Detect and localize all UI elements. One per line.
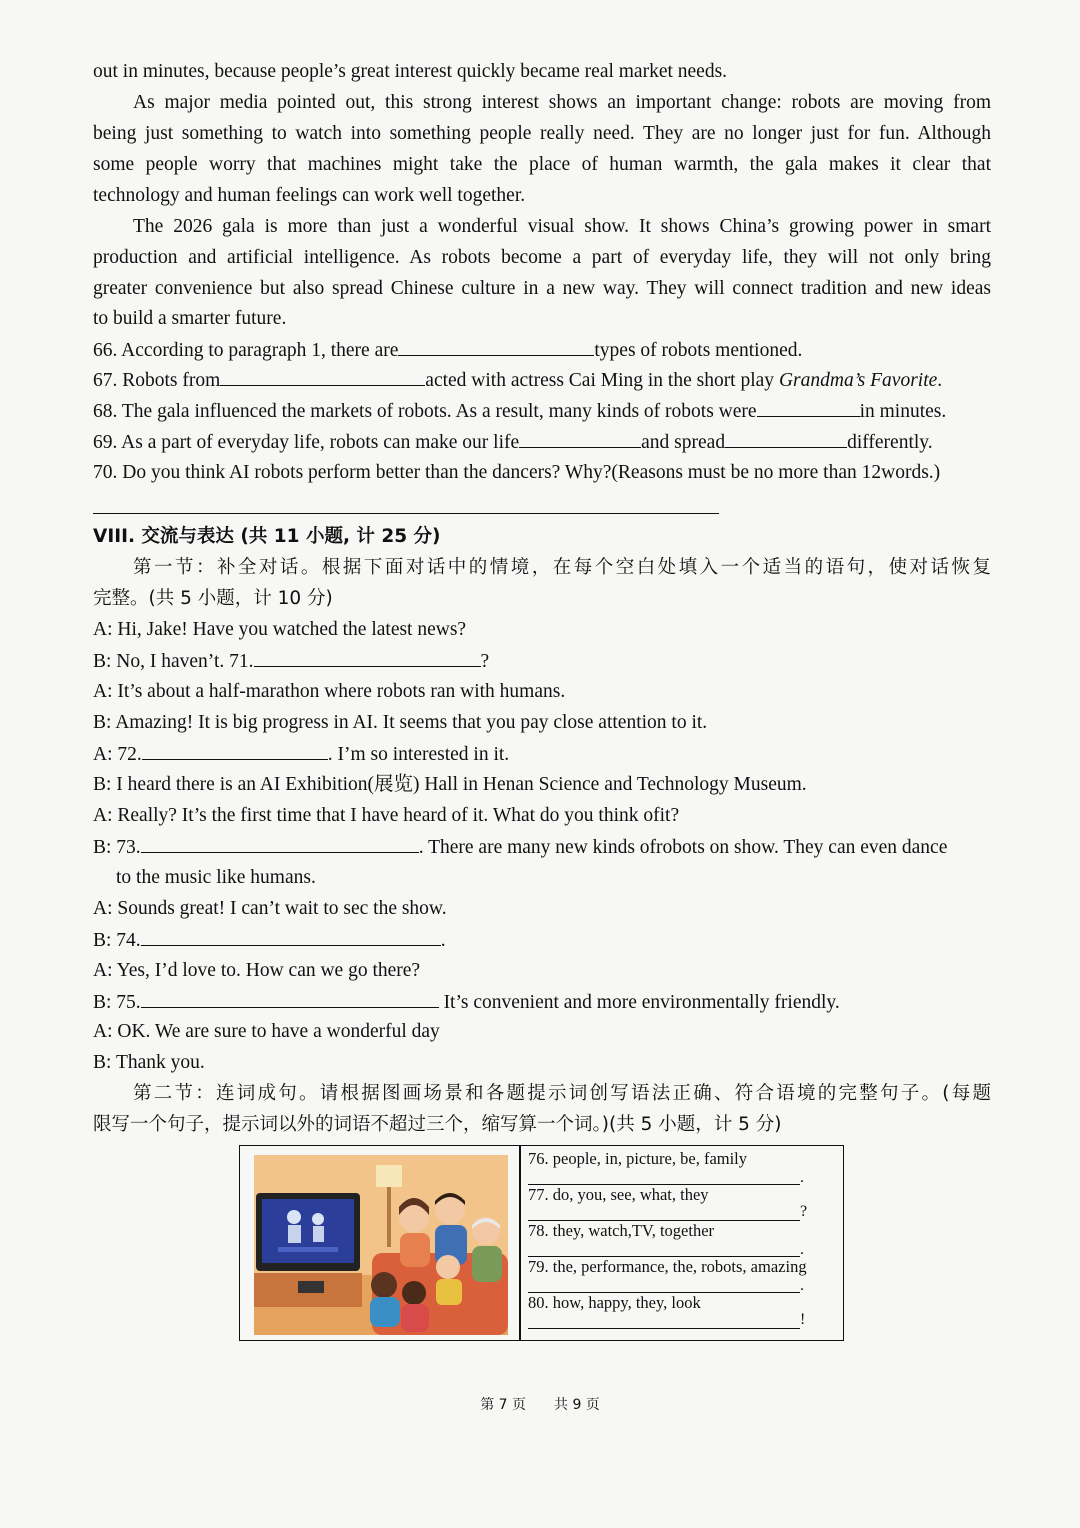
answer-blank-69a[interactable]	[519, 429, 641, 448]
robot-head	[287, 1210, 301, 1224]
dialog-line	[93, 927, 446, 954]
dialog-text: . There are many new kinds ofrobots on show. They can even dance	[418, 837, 948, 858]
question-68	[93, 398, 946, 425]
table-divider	[519, 1146, 521, 1340]
prompt-79: 79. the, performance, the, robots, amazing	[528, 1257, 807, 1276]
question-text: and spread	[641, 432, 726, 453]
passage-line: greater convenience but also spread Chinese culture in a new way. They will connect tradition and new ideas	[93, 278, 991, 299]
child-body	[436, 1279, 462, 1305]
mother-body	[400, 1233, 430, 1267]
tv-screen	[262, 1199, 354, 1263]
instruction-line: 第二节：连词成句。请根据图画场景和各题提示词创写语法正确、符合语境的完整句子。(每题	[133, 1083, 991, 1104]
stage	[278, 1247, 338, 1252]
dialog-text: ?	[480, 651, 490, 672]
dialog-line: A: Sounds great! I can’t wait to sec the show.	[93, 898, 447, 919]
prompt-end-mark: .	[800, 1277, 804, 1294]
sentence-building-table	[239, 1145, 844, 1341]
answer-blank-67[interactable]	[220, 367, 425, 386]
dialog-line: B: I heard there is an AI Exhibition(展览) Hall in Henan Science and Technology Museum.	[93, 774, 807, 795]
kid-body-back	[370, 1297, 400, 1327]
passage-line: technology and human feelings can work well together.	[93, 185, 526, 206]
dialog-line	[93, 989, 840, 1016]
prompt-end-mark: ?	[800, 1203, 808, 1220]
question-text: 68. The gala influenced the markets of robots. As a result, many kinds of robots were	[93, 401, 757, 422]
answer-blank-74[interactable]	[141, 927, 441, 946]
question-67	[93, 367, 942, 394]
kid-head-back	[402, 1281, 426, 1305]
dialog-line	[93, 648, 489, 675]
prompt-76: 76. people, in, picture, be, family	[528, 1149, 748, 1168]
passage-line: out in minutes, because people’s great interest quickly became real market needs.	[93, 61, 728, 82]
answer-blank-72[interactable]	[142, 741, 328, 760]
instruction-line: 完整。(共 5 小题，计 10 分)	[93, 588, 333, 609]
play-title: Grandma’s Favorite	[778, 370, 938, 391]
section-heading: VIII. 交流与表达 (共 11 小题, 计 25 分)	[93, 526, 441, 547]
dialog-line: B: Amazing! It is big progress in AI. It seems that you pay close attention to it.	[93, 712, 708, 733]
robot-head	[312, 1213, 324, 1225]
question-70: 70. Do you think AI robots perform better than the dancers? Why?(Reasons must be no more than 12words.)	[93, 462, 941, 483]
prompt-end-mark: .	[800, 1169, 804, 1186]
question-69	[93, 429, 933, 456]
kid-body-back	[401, 1304, 429, 1332]
dvd-player	[298, 1281, 324, 1293]
page-footer: 第 7 页 共 9 页	[480, 1397, 600, 1413]
lamp-stand	[387, 1187, 391, 1247]
prompt-80: 80. how, happy, they, look	[528, 1293, 701, 1312]
dialog-line: A: OK. We are sure to have a wonderful day	[93, 1021, 440, 1042]
question-text: 69. As a part of everyday life, robots can make our life	[93, 432, 520, 453]
dialog-line: B: Thank you.	[93, 1052, 205, 1073]
prompt-77: 77. do, you, see, what, they	[528, 1185, 709, 1204]
question-text: 67. Robots from	[93, 370, 221, 391]
lamp-shade	[376, 1165, 402, 1187]
question-text: 66. According to paragraph 1, there are	[93, 340, 399, 361]
dialog-text: .	[440, 930, 446, 951]
answer-blank-71[interactable]	[254, 648, 481, 667]
passage-line: being just something to watch into something people really need. They are no longer just for fun. Although	[93, 123, 991, 144]
dialog-line: A: Really? It’s the first time that I have heard of it. What do you think ofit?	[93, 805, 680, 826]
passage-line: production and artificial intelligence. As robots become a part of everyday life, they will not only bring	[93, 247, 991, 268]
dialog-text: It’s convenient and more environmentally friendly.	[443, 992, 840, 1013]
dialog-line: A: Yes, I’d love to. How can we go there?	[93, 960, 421, 981]
passage-line: The 2026 gala is more than just a wonderful visual show. It shows China’s growing power in smart	[133, 216, 991, 237]
kid-head-back	[371, 1272, 397, 1298]
family-watching-tv-picture	[254, 1155, 508, 1335]
answer-blank-68[interactable]	[757, 398, 860, 417]
prompt-end-mark: !	[800, 1311, 806, 1328]
answer-blank-69b[interactable]	[725, 429, 847, 448]
answer-blank-80[interactable]	[528, 1328, 800, 1329]
question-text: acted with actress Cai Ming in the short play	[425, 370, 779, 391]
passage-line: to build a smarter future.	[93, 308, 287, 329]
prompt-end-mark: .	[800, 1241, 804, 1258]
dialog-text: A: 72.	[93, 744, 142, 765]
passage-line: As major media pointed out, this strong interest shows an important change: robots are moving from	[133, 92, 991, 113]
child-head	[436, 1255, 460, 1279]
dialog-line	[93, 834, 947, 861]
dialog-text: B: 74.	[93, 930, 141, 951]
question-66	[93, 337, 802, 364]
robot-body	[313, 1226, 324, 1242]
dialog-text: . I’m so interested in it.	[327, 744, 510, 765]
dialog-line: A: It’s about a half-marathon where robots ran with humans.	[93, 681, 566, 702]
dialog-text: B: No, I haven’t. 71.	[93, 651, 254, 672]
grandpa-body	[472, 1246, 502, 1282]
prompt-78: 78. they, watch,TV, together	[528, 1221, 715, 1240]
answer-blank-73[interactable]	[141, 834, 419, 853]
dialog-line: A: Hi, Jake! Have you watched the latest news?	[93, 619, 467, 640]
answer-line-70[interactable]	[93, 513, 719, 514]
passage-line: some people worry that machines might take the place of human warmth, the gala makes it clear that	[93, 154, 991, 175]
robot-body	[288, 1225, 301, 1243]
dialog-text: B: 73.	[93, 837, 141, 858]
instruction-line: 第一节：补全对话。根据下面对话中的情境，在每个空白处填入一个适当的语句，使对话恢复	[133, 557, 991, 578]
question-text: differently.	[847, 432, 933, 453]
dialog-line: to the music like humans.	[116, 867, 316, 888]
question-text: .	[937, 370, 943, 391]
answer-blank-75[interactable]	[141, 989, 439, 1008]
answer-blank-66[interactable]	[398, 337, 594, 356]
question-text: types of robots mentioned.	[594, 340, 803, 361]
question-text: in minutes.	[859, 401, 947, 422]
instruction-line: 限写一个句子，提示词以外的词语不超过三个，缩写算一个词。)(共 5 小题，计 5 分)	[93, 1114, 782, 1135]
dialog-line	[93, 741, 509, 768]
dialog-text: B: 75.	[93, 992, 141, 1013]
